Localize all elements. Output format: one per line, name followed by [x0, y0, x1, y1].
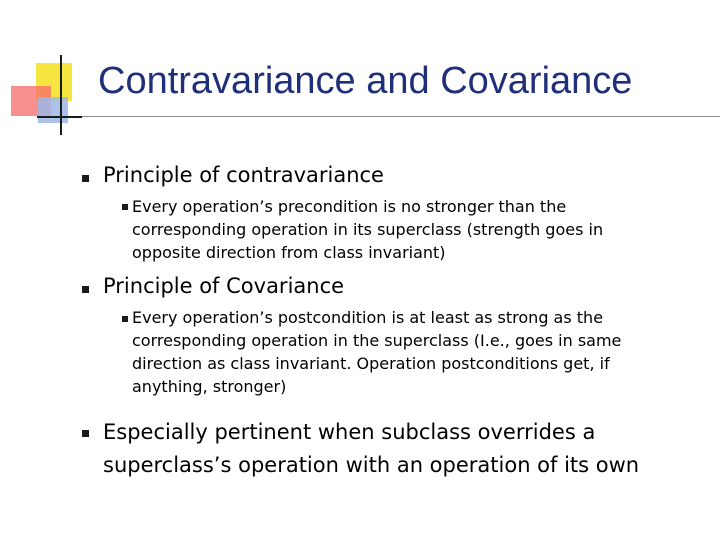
bullet-especially-pertinent: Especially pertinent when subclass overrides a superclass’s operation with an operation of its own: [103, 420, 640, 477]
decor-vertical-line: [60, 55, 62, 135]
title-underline: [37, 116, 720, 117]
bullet-square-icon: [82, 286, 89, 293]
decor-horizontal-line: [37, 116, 82, 118]
sub-bullet-covariance-detail: Every operation’s postcondition is at least as strong as the corresponding operation in the superclass (I.e., goes in same direction as class invariant. Operation postconditions get, if anything, stronger): [132, 308, 622, 396]
bullet-principle-contravariance: Principle of contravariance: [103, 163, 384, 187]
sub-bullet-square-icon: [122, 204, 128, 210]
decor-blue-square: [38, 97, 68, 123]
bullet-square-icon: [82, 430, 89, 437]
bullet-square-icon: [82, 175, 89, 182]
sub-bullet-contravariance-detail: Every operation’s precondition is no stronger than the corresponding operation in its superclass (strength goes in opposite direction from class invariant): [132, 197, 604, 262]
bullet-principle-covariance: Principle of Covariance: [103, 274, 345, 298]
sub-bullet-square-icon: [122, 316, 128, 322]
slide-title: Contravariance and Covariance: [98, 60, 633, 102]
